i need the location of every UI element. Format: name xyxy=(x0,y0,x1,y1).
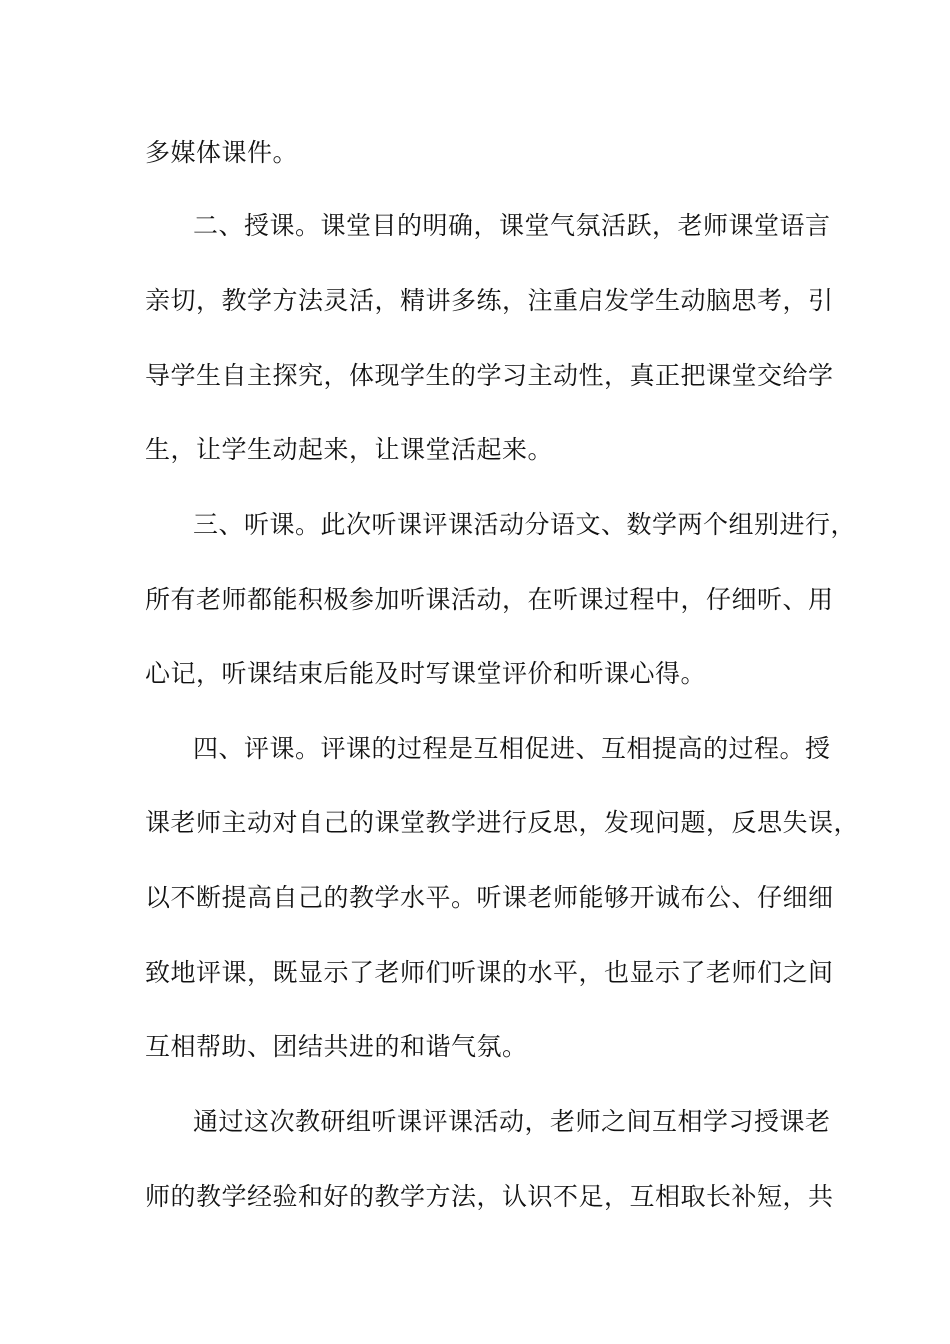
paragraph-start-line: 三、听课。此次听课评课活动分语文、数学两个组别进行， xyxy=(193,510,857,539)
text-line: 师的教学经验和好的教学方法，认识不足，互相取长补短，共 xyxy=(145,1182,834,1211)
paragraph-start-line: 通过这次教研组听课评课活动，老师之间互相学习授课老 xyxy=(193,1107,831,1136)
text-line: 致地评课，既显示了老师们听课的水平，也显示了老师们之间 xyxy=(145,958,834,987)
text-line: 互相帮助、团结共进的和谐气氛。 xyxy=(145,1032,528,1061)
paragraph-start-line: 四、评课。评课的过程是互相促进、互相提高的过程。授 xyxy=(193,734,831,763)
paragraph-start-line: 二、授课。课堂目的明确，课堂气氛活跃，老师课堂语言 xyxy=(193,211,831,240)
text-line: 以不断提高自己的教学水平。听课老师能够开诚布公、仔细细 xyxy=(145,883,834,912)
text-line: 所有老师都能积极参加听课活动，在听课过程中，仔细听、用 xyxy=(145,585,834,614)
text-line: 亲切，教学方法灵活，精讲多练，注重启发学生动脑思考，引 xyxy=(145,286,834,315)
text-line: 课老师主动对自己的课堂教学进行反思，发现问题，反思失误， xyxy=(145,808,860,837)
text-line: 生，让学生动起来，让课堂活起来。 xyxy=(145,435,554,464)
text-line: 导学生自主探究，体现学生的学习主动性，真正把课堂交给学 xyxy=(145,361,834,390)
text-line: 多媒体课件。 xyxy=(145,138,299,167)
text-line: 心记，听课结束后能及时写课堂评价和听课心得。 xyxy=(145,659,707,688)
